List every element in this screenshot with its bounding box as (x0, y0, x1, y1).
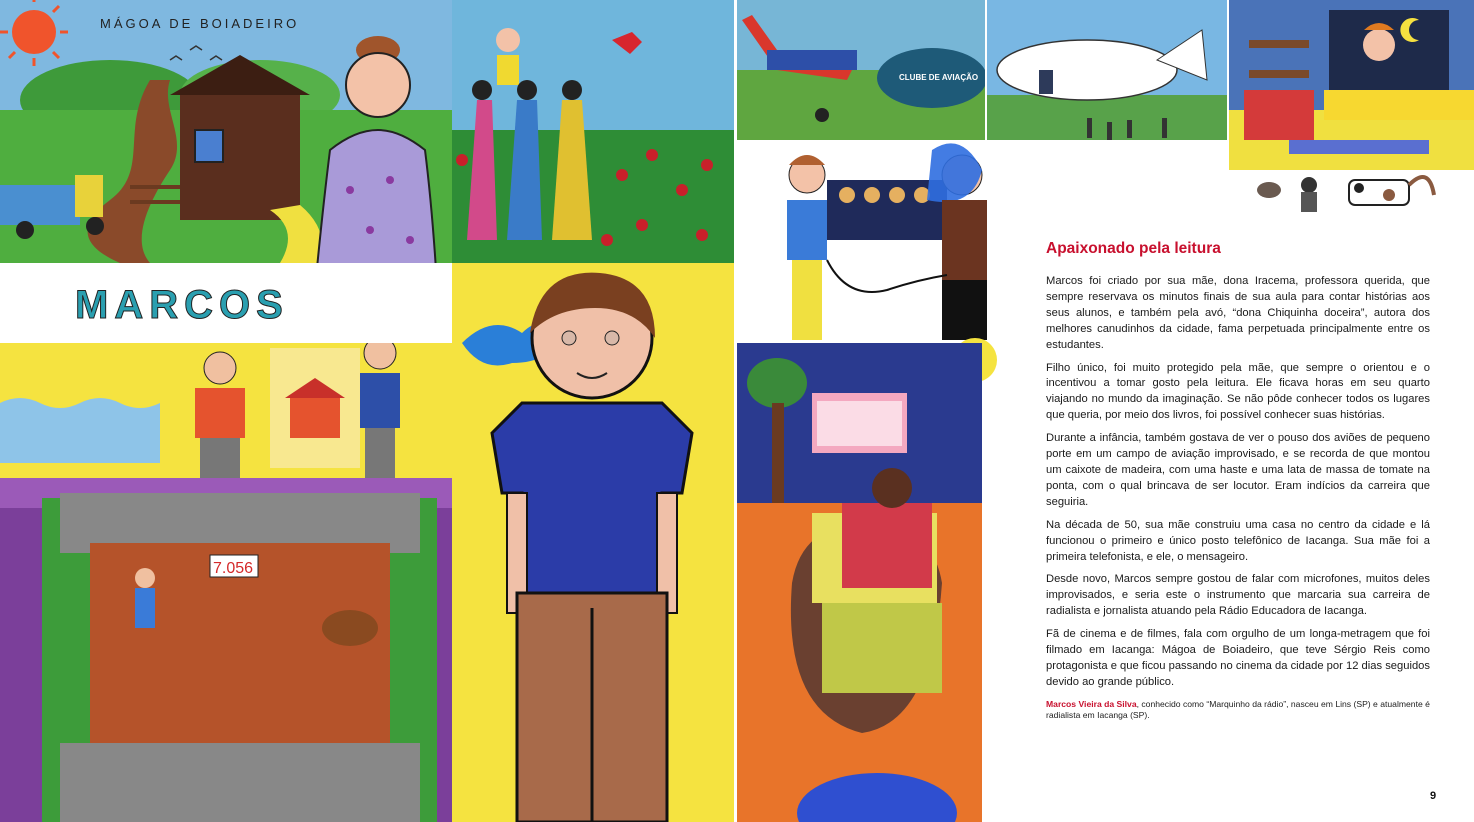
airplane-white-illustration (987, 0, 1227, 140)
author-caption (1046, 699, 1430, 721)
counter-sign: 7.056 (213, 560, 254, 577)
caption-name: Marcos Vieira da Silva (1046, 698, 1137, 709)
paragraph-2: Filho único, foi muito protegido pela mãe, que sempre o orientou e o incentivou a tomar gosto pela leitura. Ele ficava horas em seu quarto viajando no mundo da imaginação. Se não pôde conhecer todos os lugares que queria, por meio dos livros, foi possível conhecer suas histórias. (1046, 361, 1430, 422)
paragraph-3: Durante a infância, também gostava de ver o pouso dos aviões de pequeno porte em um campo de aviação improvisado, e se recorda de que montou um caixote de madeira, com uma haste e uma lata de massa de tomate na ponta, com o qual brincava de ser locutor. Eram indícios da carreira que seguiria. (1046, 432, 1430, 508)
page-number: 9 (1430, 790, 1437, 802)
paragraph-1: Marcos foi criado por sua mãe, dona Iracema, professora querida, que sempre reservava os minutos finais de sua aula para contar histórias aos seus alunos, e também pela avó, “dona Chiquinha doceira”, autora dos melhores canudinhos da cidade, fama perpetuada principalmente entre os estudantes. (1046, 275, 1430, 351)
women-field-illustration (452, 0, 734, 263)
caption-text: , conhecido como “Marquinho da rádio”, nasceu em Lins (SP) e atualmente é radialista em Iacanga (SP). (1046, 698, 1430, 720)
article-column (1046, 240, 1430, 721)
club-sign: CLUBE DE AVIAÇÃO (899, 73, 979, 82)
airplane-club-illustration (737, 0, 985, 140)
paragraph-5: Desde novo, Marcos sempre gostou de falar com microfones, muitos deles improvisados, e seria este o instrumento que marcaria sua carreira de radialista e jornalista atuando pela Rádio Educadora de Iacanga. (1046, 573, 1430, 618)
child-reading-illustration (737, 343, 982, 822)
boys-with-kids-illustration (737, 140, 987, 340)
paragraph-6: Fã de cinema e de filmes, fala com orgulho de um longa-metragem que foi filmado em Iacanga: Mágoa de Boiadeiro, que teve Sérgio Reis como protagonista e que ficou passando no cinema da cidade por 12 dias seguidos devido ao grande público. (1046, 628, 1430, 688)
bedroom-illustration (1229, 0, 1474, 170)
big-boy-illustration (452, 263, 734, 822)
paragraph-4: Na década de 50, sua mãe construiu uma casa no centro da cidade e lá funcionou o primeiro e único posto telefônico de Iacanga. Sua mãe foi a primeira telefonista, e ele, o mensageiro. (1046, 518, 1430, 563)
name-art-banner (0, 263, 452, 343)
animals-illustration (1229, 170, 1474, 230)
name-art-text: MARCOS (75, 283, 289, 327)
section-title: Apaixonado pela leitura (1046, 240, 1221, 257)
stage-rodeo-illustration (0, 343, 452, 822)
farm-caption: MÁGOA DE BOIADEIRO (100, 16, 300, 31)
